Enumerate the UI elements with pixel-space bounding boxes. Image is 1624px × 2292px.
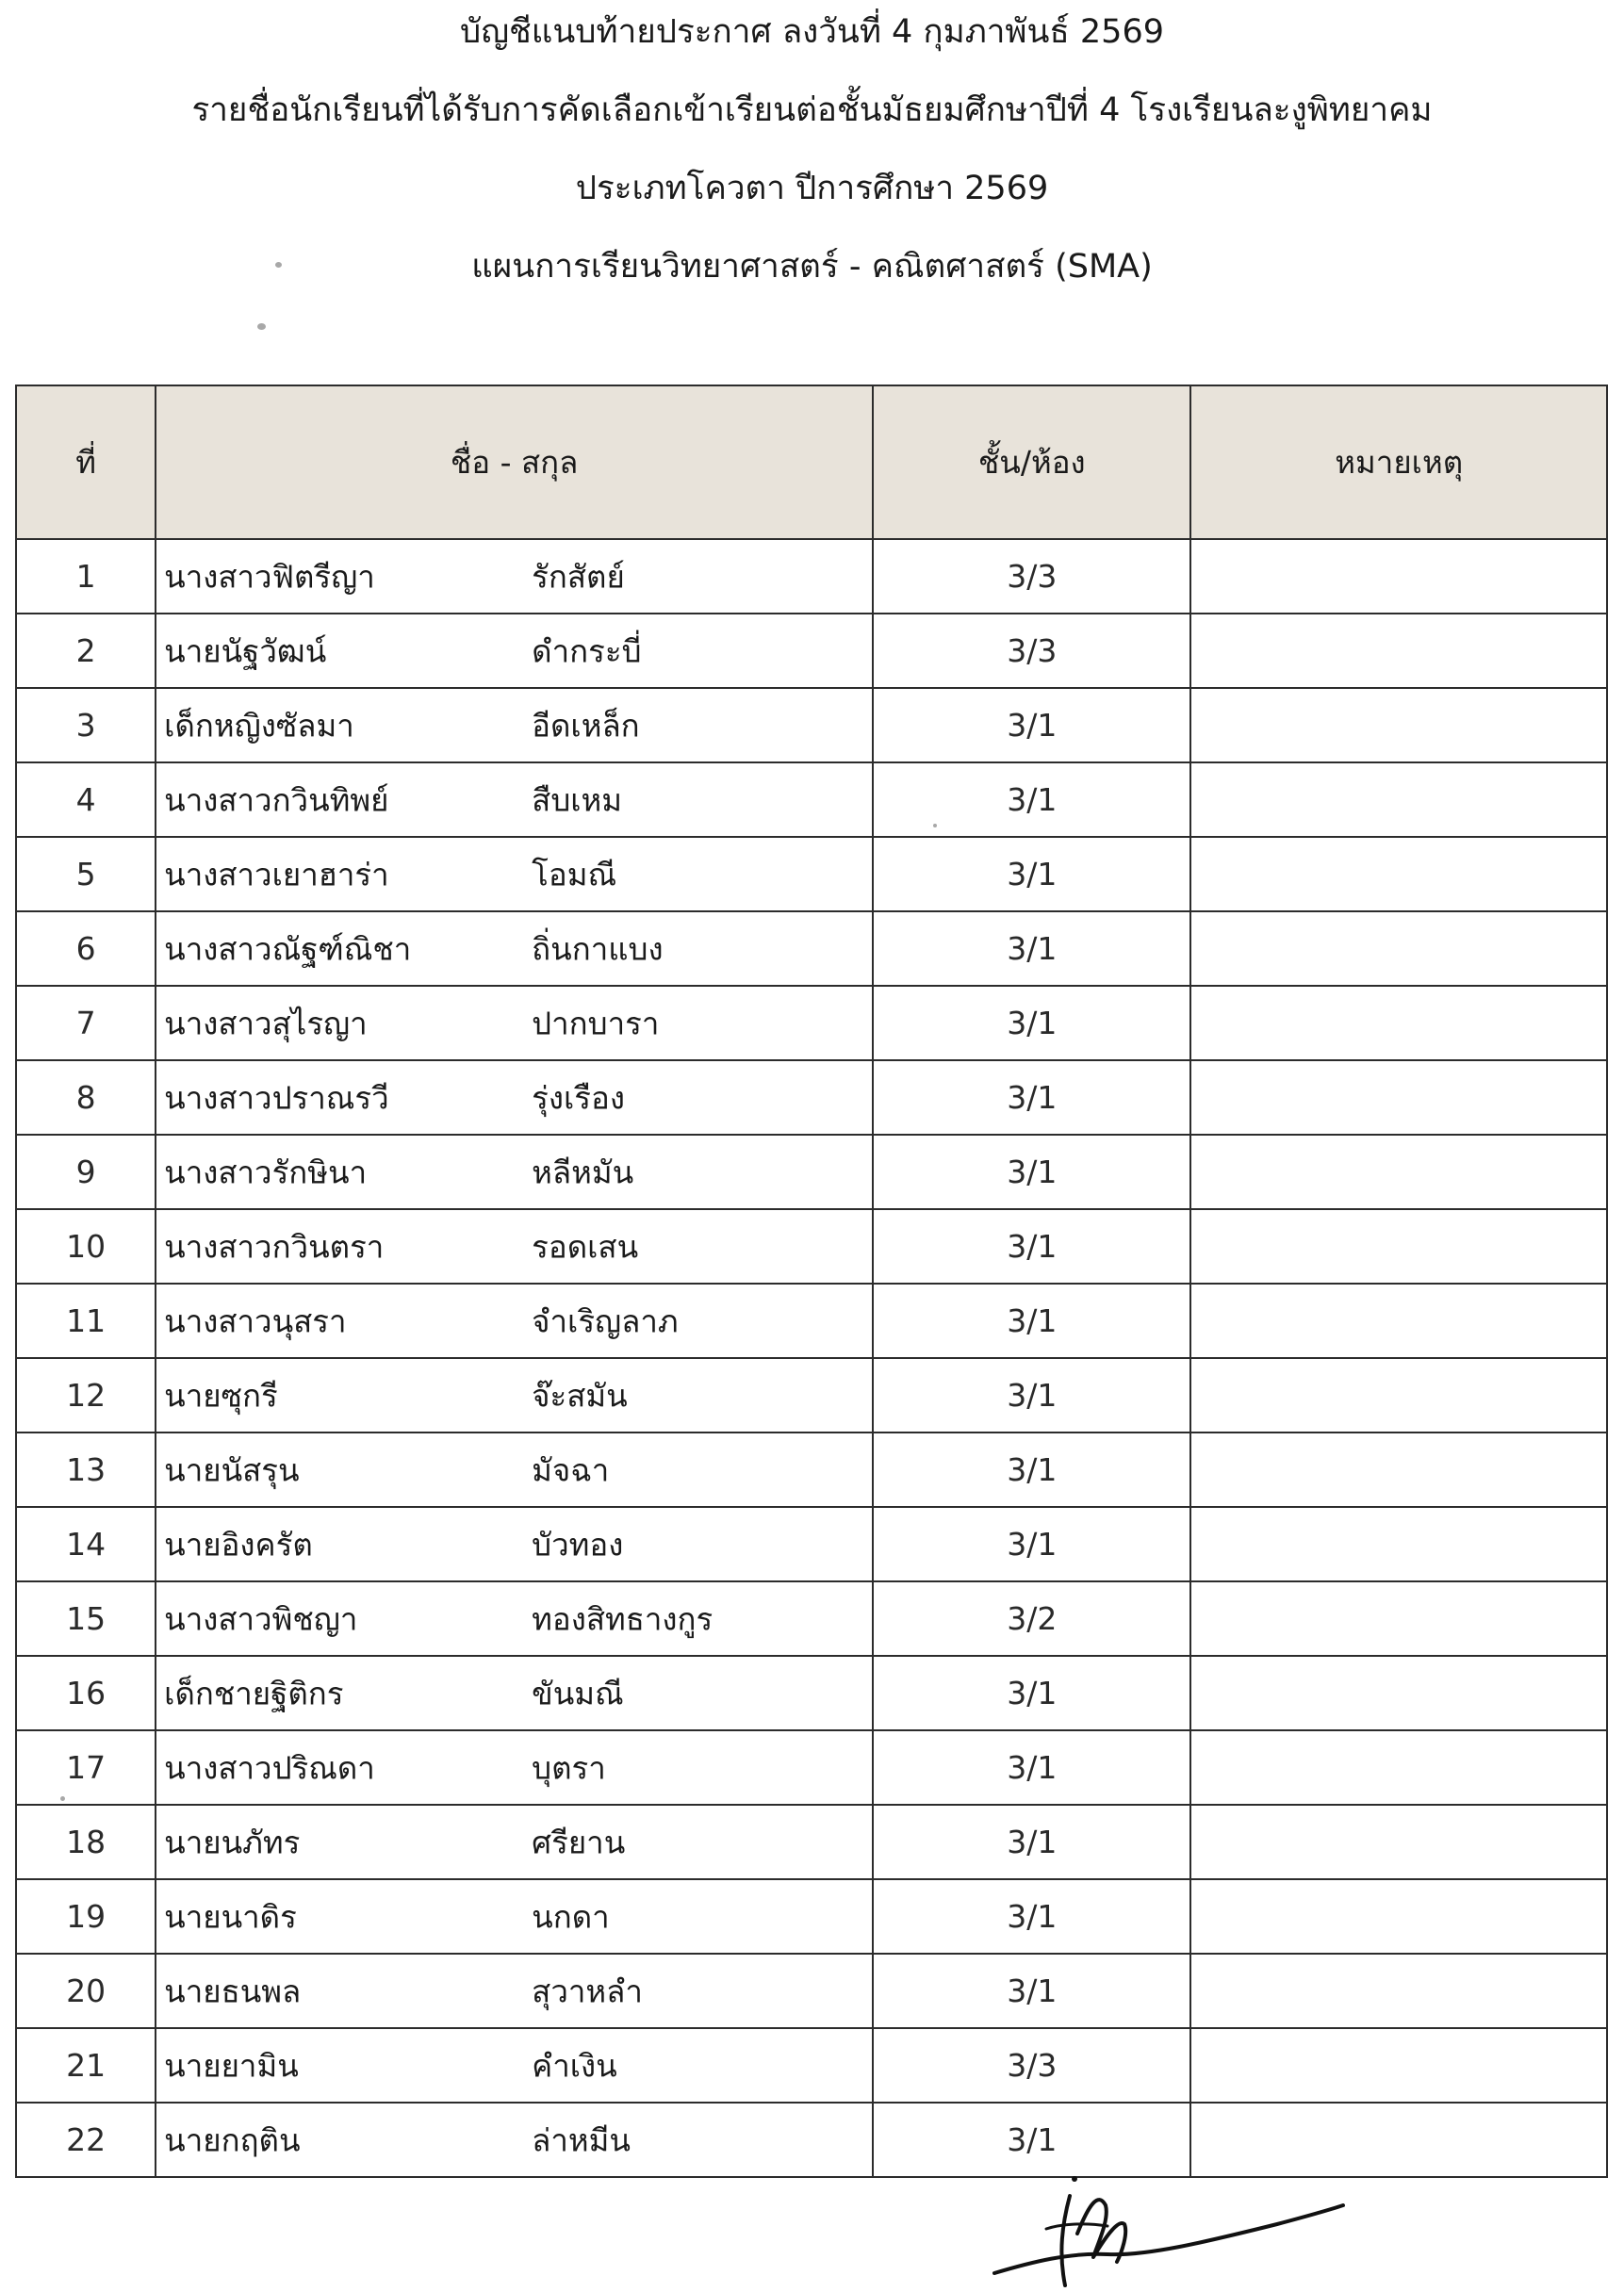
note-cell xyxy=(1190,1135,1607,1209)
student-last-name: จำเริญลาภ xyxy=(532,1302,679,1339)
note-cell xyxy=(1190,1879,1607,1954)
student-name-cell xyxy=(156,1954,873,2028)
student-first-name: เด็กหญิงซัลมา xyxy=(164,707,354,744)
class-room: 3/1 xyxy=(873,1730,1190,1805)
student-first-name: นางสาวกวินตรา xyxy=(164,1228,385,1265)
note-cell xyxy=(1190,1060,1607,1135)
table-body xyxy=(16,539,1607,2177)
note-cell xyxy=(1190,1507,1607,1581)
header-line-4: แผนการเรียนวิทยาศาสตร์ - คณิตศาสตร์ (SMA) xyxy=(471,248,1153,286)
student-first-name: นายนัสรุน xyxy=(164,1451,300,1488)
student-first-name: นายอิงครัต xyxy=(164,1526,313,1563)
class-room: 3/1 xyxy=(873,688,1190,762)
student-name-cell xyxy=(156,539,873,614)
student-last-name: สืบเหม xyxy=(532,781,623,818)
table-row xyxy=(16,539,1607,614)
row-number: 15 xyxy=(16,1581,156,1656)
table-row xyxy=(16,986,1607,1060)
row-number: 10 xyxy=(16,1209,156,1284)
row-number: 20 xyxy=(16,1954,156,2028)
table-row xyxy=(16,2103,1607,2177)
table-row xyxy=(16,1432,1607,1507)
table-header-row xyxy=(16,385,1607,539)
scan-speck xyxy=(257,323,266,330)
note-cell xyxy=(1190,1358,1607,1432)
student-first-name: นายกฤติน xyxy=(164,2121,301,2158)
class-room: 3/1 xyxy=(873,1879,1190,1954)
student-last-name: ปากบารา xyxy=(532,1005,660,1041)
student-first-name: นางสาวสุไรญา xyxy=(164,1005,368,1041)
class-room: 3/3 xyxy=(873,2028,1190,2103)
student-last-name: หลีหมัน xyxy=(532,1154,634,1190)
row-number: 14 xyxy=(16,1507,156,1581)
note-cell xyxy=(1190,1581,1607,1656)
note-cell xyxy=(1190,2028,1607,2103)
student-last-name: นกดา xyxy=(532,1898,610,1935)
table-row xyxy=(16,614,1607,688)
student-last-name: จ๊ะสมัน xyxy=(532,1377,628,1414)
row-number: 6 xyxy=(16,911,156,986)
table-row xyxy=(16,1358,1607,1432)
student-last-name: สุวาหลำ xyxy=(532,1973,643,2009)
student-name-cell xyxy=(156,2103,873,2177)
class-room: 3/1 xyxy=(873,1135,1190,1209)
table-row xyxy=(16,1209,1607,1284)
note-cell xyxy=(1190,986,1607,1060)
table-row xyxy=(16,1879,1607,1954)
note-cell xyxy=(1190,1656,1607,1730)
note-cell xyxy=(1190,1954,1607,2028)
class-room: 3/1 xyxy=(873,986,1190,1060)
class-room: 3/1 xyxy=(873,837,1190,911)
student-last-name: รักสัตย์ xyxy=(532,558,625,595)
row-number: 8 xyxy=(16,1060,156,1135)
row-number: 4 xyxy=(16,762,156,837)
table-row xyxy=(16,837,1607,911)
row-number: 16 xyxy=(16,1656,156,1730)
student-name-cell xyxy=(156,1060,873,1135)
column-header-name: ชื่อ - สกุล xyxy=(156,385,873,539)
class-room: 3/1 xyxy=(873,1805,1190,1879)
row-number: 1 xyxy=(16,539,156,614)
table-row xyxy=(16,688,1607,762)
student-table xyxy=(15,385,1608,2178)
class-room: 3/1 xyxy=(873,2103,1190,2177)
student-name-cell xyxy=(156,1805,873,1879)
student-name-cell xyxy=(156,1879,873,1954)
class-room: 3/1 xyxy=(873,762,1190,837)
student-last-name: รอดเสน xyxy=(532,1228,639,1265)
row-number: 3 xyxy=(16,688,156,762)
student-first-name: นางสาวฟิตรีญา xyxy=(164,558,375,595)
student-first-name: นายนัฐวัฒน์ xyxy=(164,632,327,669)
student-name-cell xyxy=(156,688,873,762)
student-name-cell xyxy=(156,837,873,911)
student-name-cell xyxy=(156,911,873,986)
row-number: 2 xyxy=(16,614,156,688)
class-room: 3/1 xyxy=(873,1656,1190,1730)
signature xyxy=(957,2168,1353,2292)
class-room: 3/1 xyxy=(873,1060,1190,1135)
note-cell xyxy=(1190,614,1607,688)
note-cell xyxy=(1190,539,1607,614)
note-cell xyxy=(1190,1209,1607,1284)
student-first-name: นางสาวกวินทิพย์ xyxy=(164,781,389,818)
student-first-name: นายนภัทร xyxy=(164,1824,301,1860)
row-number: 5 xyxy=(16,837,156,911)
note-cell xyxy=(1190,762,1607,837)
class-room: 3/3 xyxy=(873,539,1190,614)
table-row xyxy=(16,911,1607,986)
row-number: 17 xyxy=(16,1730,156,1805)
student-first-name: นายนาดิร xyxy=(164,1898,297,1935)
student-first-name: นางสาวรักษินา xyxy=(164,1154,368,1190)
class-room: 3/3 xyxy=(873,614,1190,688)
note-cell xyxy=(1190,837,1607,911)
column-header-no: ที่ xyxy=(16,385,156,539)
announcement-header xyxy=(0,13,1624,326)
student-name-cell xyxy=(156,762,873,837)
table-row xyxy=(16,1135,1607,1209)
student-first-name: นางสาวนุสรา xyxy=(164,1302,347,1339)
student-last-name: คำเงิน xyxy=(532,2047,617,2084)
row-number: 21 xyxy=(16,2028,156,2103)
student-first-name: นายซุกรี xyxy=(164,1377,278,1414)
student-last-name: บัวทอง xyxy=(532,1526,624,1563)
note-cell xyxy=(1190,911,1607,986)
student-last-name: อีดเหล็ก xyxy=(532,707,640,744)
student-name-cell xyxy=(156,1507,873,1581)
row-number: 11 xyxy=(16,1284,156,1358)
class-room: 3/1 xyxy=(873,1432,1190,1507)
student-first-name: นางสาวเยาฮาร่า xyxy=(164,856,389,892)
table-row xyxy=(16,1730,1607,1805)
table-row xyxy=(16,1805,1607,1879)
student-last-name: ดำกระบี่ xyxy=(532,632,642,669)
table-row xyxy=(16,1060,1607,1135)
row-number: 13 xyxy=(16,1432,156,1507)
student-last-name: ล่าหมีน xyxy=(532,2121,631,2158)
note-cell xyxy=(1190,1730,1607,1805)
note-cell xyxy=(1190,1805,1607,1879)
student-first-name: นางสาวณัฐฑ์ณิชา xyxy=(164,930,412,967)
student-first-name: นางสาวปริณดา xyxy=(164,1749,375,1786)
student-name-cell xyxy=(156,1581,873,1656)
student-first-name: นายธนพล xyxy=(164,1973,302,2009)
student-last-name: บุตรา xyxy=(532,1749,606,1786)
student-first-name: นางสาวปราณรวี xyxy=(164,1079,389,1116)
student-name-cell xyxy=(156,614,873,688)
class-room: 3/1 xyxy=(873,1507,1190,1581)
column-header-class: ชั้น/ห้อง xyxy=(873,385,1190,539)
class-room: 3/1 xyxy=(873,1954,1190,2028)
row-number: 9 xyxy=(16,1135,156,1209)
header-line-1: บัญชีแนบท้ายประกาศ ลงวันที่ 4 กุมภาพันธ์ 2569 xyxy=(460,13,1164,51)
student-name-cell xyxy=(156,1432,873,1507)
student-last-name: ขันมณี xyxy=(532,1675,624,1711)
table-row xyxy=(16,1954,1607,2028)
class-room: 3/1 xyxy=(873,1209,1190,1284)
row-number: 12 xyxy=(16,1358,156,1432)
class-room: 3/1 xyxy=(873,1358,1190,1432)
table-row xyxy=(16,1581,1607,1656)
header-line-3: ประเภทโควตา ปีการศึกษา 2569 xyxy=(575,170,1049,207)
note-cell xyxy=(1190,1284,1607,1358)
student-last-name: ถิ่นกาแบง xyxy=(532,930,664,967)
row-number: 18 xyxy=(16,1805,156,1879)
scan-speck xyxy=(275,262,282,268)
student-last-name: ทองสิทธางกูร xyxy=(532,1600,714,1637)
header-line-2: รายชื่อนักเรียนที่ได้รับการคัดเลือกเข้าเรียนต่อชั้นมัธยมศึกษาปีที่ 4 โรงเรียนละงูพิทยาคม xyxy=(191,91,1433,129)
note-cell xyxy=(1190,1432,1607,1507)
student-name-cell xyxy=(156,1284,873,1358)
row-number: 19 xyxy=(16,1879,156,1954)
table-row xyxy=(16,1507,1607,1581)
student-name-cell xyxy=(156,1135,873,1209)
student-name-cell xyxy=(156,1209,873,1284)
class-room: 3/2 xyxy=(873,1581,1190,1656)
student-first-name: เด็กชายฐิติกร xyxy=(164,1675,344,1711)
class-room: 3/1 xyxy=(873,1284,1190,1358)
table-row xyxy=(16,1656,1607,1730)
student-last-name: โอมณี xyxy=(532,856,617,892)
student-first-name: นางสาวพิชญา xyxy=(164,1600,358,1637)
student-name-cell xyxy=(156,986,873,1060)
table-row xyxy=(16,1284,1607,1358)
student-last-name: ศรียาน xyxy=(532,1824,626,1860)
row-number: 7 xyxy=(16,986,156,1060)
student-last-name: มัจฉา xyxy=(532,1451,610,1488)
student-name-cell xyxy=(156,1656,873,1730)
student-name-cell xyxy=(156,1358,873,1432)
column-header-note: หมายเหตุ xyxy=(1190,385,1607,539)
student-name-cell xyxy=(156,1730,873,1805)
table-row xyxy=(16,762,1607,837)
note-cell xyxy=(1190,688,1607,762)
student-name-cell xyxy=(156,2028,873,2103)
table-row xyxy=(16,2028,1607,2103)
row-number: 22 xyxy=(16,2103,156,2177)
note-cell xyxy=(1190,2103,1607,2177)
student-last-name: รุ่งเรือง xyxy=(532,1079,625,1116)
student-first-name: นายยามิน xyxy=(164,2047,299,2084)
class-room: 3/1 xyxy=(873,911,1190,986)
